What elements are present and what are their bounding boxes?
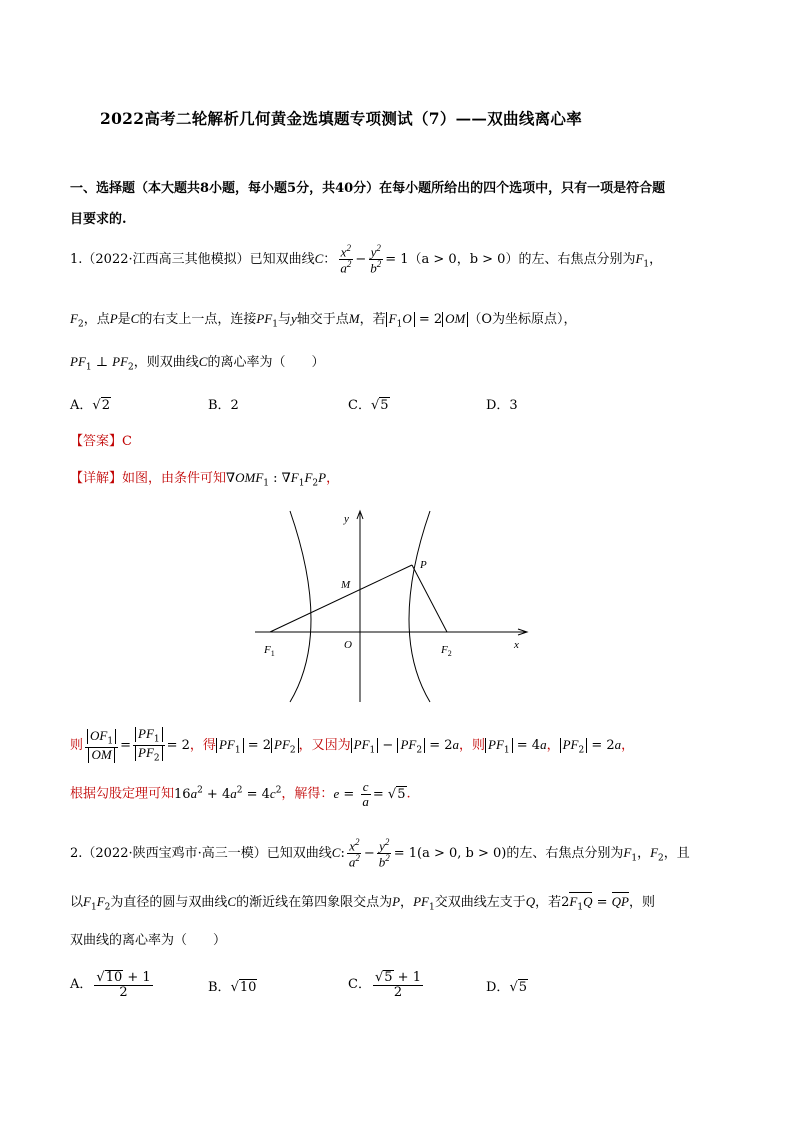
q1-solution-line1: 则 $\frac{OF_1}{OM}$ = $\frac{PF_1}{PF_2}$ = 2，得 $PF_1 = 2$ $PF_2$ ，又因为 $PF_1 - PF_2 = 2a$，则 $PF_1 = 4a$， $PF_2 = 2a$， [70, 726, 635, 764]
q1-answer: 【答案】C [70, 434, 132, 449]
right-branch [409, 511, 430, 702]
q2-line1: 2.（2022·陕西宝鸡市·高三一模）已知双曲线C: $\frac{x^2}{a^2}$ − $\frac{y^2}{b^2}$ = 1(a > 0, b > 0)的左、右焦点分别为$F_1$，$F_2$，且 [70, 837, 690, 870]
label-y: y [344, 513, 349, 525]
label-f2: $F_2$ [441, 644, 452, 658]
q1-number: 1. [70, 251, 83, 267]
q1-source: （2022·江西高三其他模拟）已知双曲线 [82, 251, 315, 267]
label-x: x [514, 639, 519, 651]
q1-solution-line2: 根据勾股定理可知$16a^2 + 4a^2 = 4c^2$，解得：e = $\frac{c}{a}$ = √5. [70, 779, 411, 809]
line-f1-p [270, 565, 412, 632]
q1-line3: $PF_1$ ⊥ $PF_2$，则双曲线C的离心率为（ ） [70, 354, 325, 373]
label-m: M [341, 579, 351, 591]
page-title: 2022高考二轮解析几何黄金选填题专项测试（7）——双曲线离心率 [100, 109, 583, 128]
q2-option-c[interactable]: C． $\frac{√5 + 1}{2}$ [348, 970, 421, 1000]
section-header-line2: 目要求的. [70, 212, 127, 227]
q2-line3: 双曲线的离心率为（ ） [70, 933, 227, 948]
q1-detail: 【详解】如图，由条件可知$\nabla OMF_1$ : $\nabla F_1F_2P$， [70, 470, 340, 489]
label-p: P [420, 559, 427, 571]
section-header-line1: 一、选择题（本大题共8小题，每小题5分，共40分）在每小题所给出的四个选项中，只有一项是符合题 [70, 181, 666, 196]
q2-option-d[interactable]: D．√5 [486, 980, 528, 995]
hyperbola-figure [250, 505, 540, 705]
q2-line2: 以$F_1F_2$为直径的圆与双曲线C的渐近线在第四象限交点为P，$PF_1$交双曲线左支于Q，若$2F_1Q$ = QP，则 [70, 894, 655, 913]
q2-option-b[interactable]: B．√10 [208, 980, 257, 995]
line-p-f2 [412, 565, 447, 632]
q2-option-a[interactable]: A． $\frac{√10 + 1}{2}$ [70, 970, 151, 1000]
label-f1: $F_1$ [264, 644, 275, 658]
left-branch [290, 511, 311, 702]
q1-cond: （a > 0，b > 0）的左、右焦点分别为 [408, 251, 636, 267]
q1-option-c[interactable]: C．√5 [348, 398, 389, 413]
q1-line2: $F_2$，点P是C的右支上一点，连接$PF_1$与y轴交于点M，若 $F_1O = 2$ OM （O为坐标原点）， [70, 311, 577, 330]
q1-line1: 1.（2022·江西高三其他模拟）已知双曲线C： $\frac{x^2}{a^2}$ − $\frac{y^2}{b^2}$ = 1（a > 0，b > 0）的左、右焦点分别为$F_1$， [70, 243, 663, 276]
q1-option-a[interactable]: A．√2 [70, 398, 110, 413]
label-o: O [344, 639, 352, 651]
q1-option-b[interactable]: B．2 [208, 398, 239, 413]
q1-option-d[interactable]: D．3 [486, 398, 518, 413]
